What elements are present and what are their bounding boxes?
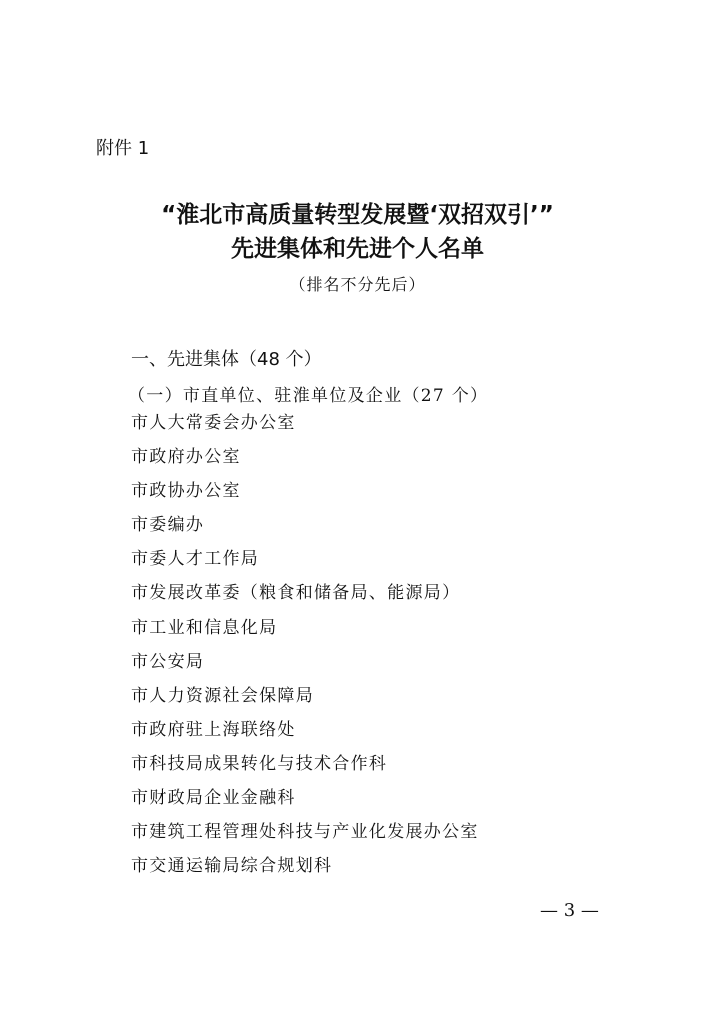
list-item: 市公安局	[131, 651, 205, 672]
list-item: 市人力资源社会保障局	[131, 685, 314, 706]
subsection-heading: （一）市直单位、驻淮单位及企业（27 个）	[128, 386, 489, 406]
document-subtitle: （排名不分先后）	[289, 275, 426, 294]
list-item: 市交通运输局综合规划科	[131, 856, 333, 877]
organization-list	[131, 414, 479, 891]
list-item: 市发展改革委（粮食和储备局、能源局）	[131, 583, 461, 604]
document-title-line-2: 先进集体和先进个人名单	[231, 236, 484, 262]
list-item: 市委编办	[131, 515, 205, 536]
list-item: 市政府办公室	[131, 447, 241, 468]
list-item: 市政府驻上海联络处	[131, 719, 296, 740]
page-number: — 3 —	[540, 900, 599, 921]
list-item: 市委人才工作局	[131, 549, 260, 570]
list-item: 市人大常委会办公室	[131, 413, 296, 433]
document-title-line-1: “淮北市高质量转型发展暨‘双招双引’”	[161, 202, 554, 228]
attachment-label: 附件 1	[96, 138, 150, 159]
list-item: 市工业和信息化局	[131, 617, 278, 638]
section-heading: 一、先进集体（48 个）	[131, 349, 322, 370]
list-item: 市政协办公室	[131, 481, 241, 502]
list-item: 市财政局企业金融科	[131, 788, 296, 809]
list-item: 市科技局成果转化与技术合作科	[131, 753, 388, 774]
list-item: 市建筑工程管理处科技与产业化发展办公室	[131, 822, 479, 843]
